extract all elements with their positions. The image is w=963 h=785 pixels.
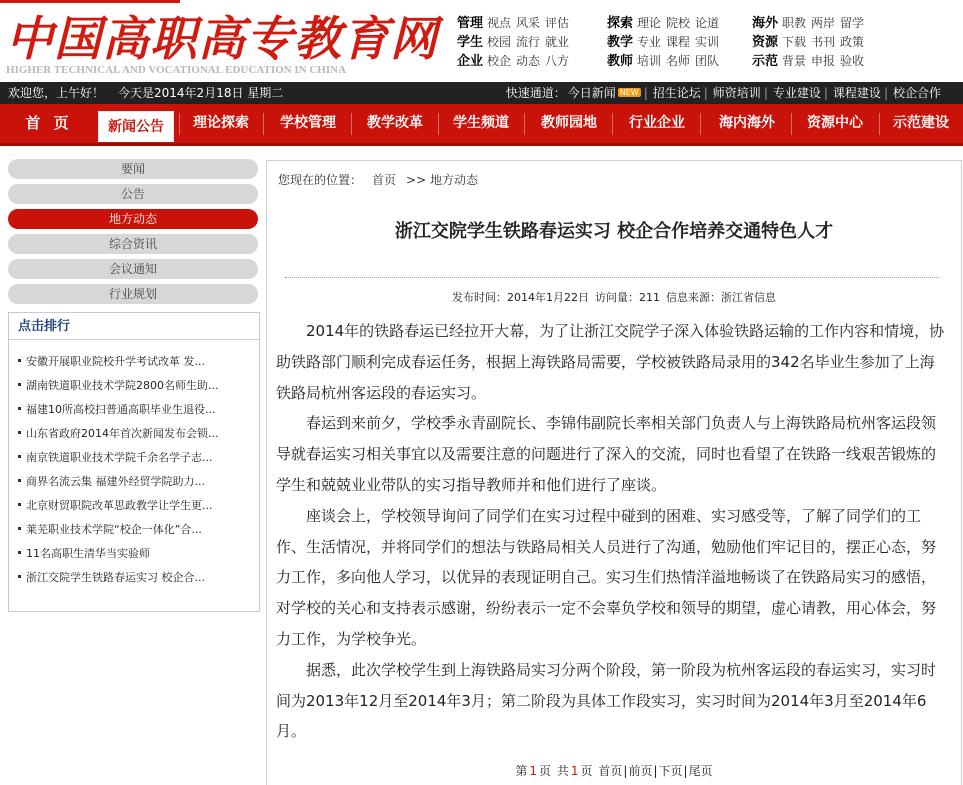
express-link[interactable]: 招生论坛 [652,86,701,100]
ranking-item-label[interactable]: 安徽开展职业院校升学考试改革 发... [26,355,205,368]
total-suffix: 页 [580,764,593,778]
nav-divider [612,113,613,135]
ranking-item-label[interactable]: 北京财贸职院改革思政教学让学生更... [26,499,213,512]
prev-page-link[interactable]: 前页 [628,764,653,778]
quick-links-group-2 [607,14,724,71]
quick-link[interactable]: 政策 [840,35,865,49]
quick-links-group-3 [752,14,869,71]
quick-link[interactable]: 培训 [637,54,662,68]
divider: | [703,86,708,100]
quick-link[interactable]: 风采 [516,16,541,30]
quick-link[interactable]: 验收 [840,54,865,68]
bullet-icon [18,503,21,506]
nav-item-management[interactable]: 学校管理 [280,115,336,131]
side-menu-item-meetings[interactable]: 会议通知 [8,259,258,279]
quick-link-row [607,52,724,71]
quick-link-head: 探索 [607,16,634,31]
nav-item-theory[interactable]: 理论探索 [193,115,249,131]
current-page-number: 1 [529,764,538,778]
quick-link[interactable]: 理论 [637,16,662,30]
quick-link-row [457,33,574,52]
quick-link[interactable]: 名师 [666,54,691,68]
view-count: 访问量：211 [595,291,660,304]
quick-link-row [752,33,869,52]
nav-divider [263,113,264,135]
nav-divider [179,113,180,135]
ranking-item[interactable] [18,398,256,422]
quick-link[interactable]: 背景 [782,54,807,68]
quick-link-head: 学生 [457,35,484,50]
quick-link-head: 海外 [752,16,779,31]
next-page-link[interactable]: 下页 [658,764,683,778]
nav-item-teachers[interactable]: 教师园地 [541,115,597,131]
article-paragraph: 2014年的铁路春运已经拉开大幕，为了让浙江交院学子深入体验铁路运输的工作内容和情境，协助铁路部门顺利完成春运任务，根据上海铁路局需要，学校被铁路局录用的342名毕业生参加了上海铁路局杭州客运段的春运实习。 [276,322,945,402]
new-badge-icon: NEW [619,88,639,97]
divider: | [643,86,648,100]
ranking-item[interactable] [18,542,256,566]
main-nav [0,104,963,146]
quick-link-head: 管理 [457,16,484,31]
express-link[interactable]: 课程建设 [832,86,881,100]
side-menu-item-planning[interactable]: 行业规划 [8,284,258,304]
ranking-item-label[interactable]: 11名高职生清华当实验师 [26,547,150,560]
ranking-item-label[interactable]: 南京铁道职业技术学院千余名学子志... [26,451,213,464]
quick-link-row [457,14,574,33]
bullet-icon [18,527,21,530]
quick-link-row [457,52,574,71]
ranking-item-label[interactable]: 浙江交院学生铁路春运实习 校企合... [26,571,205,584]
article-body [276,316,948,747]
quick-link-head: 示范 [752,54,779,69]
divider: | [763,86,768,100]
total-page-number: 1 [570,764,579,778]
divider: | [883,86,888,100]
site-logo-subtitle: HIGHER TECHNICAL AND VOCATIONAL EDUCATION IN CHINA [6,64,347,76]
quick-link-row [752,52,869,71]
nav-divider [700,113,701,135]
nav-item-resources[interactable]: 资源中心 [807,115,863,131]
quick-link[interactable]: 两岸 [811,16,836,30]
breadcrumb-label: 您现在的位置： [278,173,363,187]
bullet-icon [18,455,21,458]
quick-link-row [752,14,869,33]
quick-link[interactable]: 校企 [487,54,512,68]
ranking-item-label[interactable]: 商界名流云集 福建外经贸学院助力... [26,475,205,488]
ranking-item[interactable] [18,446,256,470]
quick-link[interactable]: 团队 [695,54,720,68]
quick-link-row [607,33,724,52]
bullet-icon [18,431,21,434]
bullet-icon [18,575,21,578]
quick-link[interactable]: 书刊 [811,35,836,49]
pagination: 第 1 页 共 1 页 首页|前页|下页|尾页 [515,764,713,778]
side-menu-item-local-news[interactable]: 地方动态 [8,209,258,229]
nav-divider [791,113,792,135]
ranking-item-label[interactable]: 福建10所高校扫普通高职毕业生退役... [26,403,216,416]
site-header [0,0,963,82]
quick-link[interactable]: 留学 [840,16,865,30]
ranking-item[interactable] [18,422,256,446]
express-link[interactable]: 校企合作 [892,86,941,100]
divider: | [823,86,828,100]
ranking-title: 点击排行 [9,313,259,340]
quick-links-group-1 [457,14,574,71]
quick-link-row [607,14,724,33]
last-page-link[interactable]: 尾页 [688,764,713,778]
quick-link[interactable]: 流行 [516,35,541,49]
ranking-item[interactable] [18,350,256,374]
quick-link-head: 教师 [607,54,634,69]
bullet-icon [18,551,21,554]
first-page-link[interactable]: 首页 [598,764,623,778]
nav-item-teaching-reform[interactable]: 教学改革 [367,115,423,131]
quick-link[interactable]: 就业 [545,35,570,49]
nav-divider [438,113,439,135]
quick-link[interactable]: 评估 [545,16,570,30]
nav-divider [524,113,525,135]
quick-link-head: 资源 [752,35,779,50]
nav-item-demonstration[interactable]: 示范建设 [893,115,949,131]
info-source: 信息来源：浙江省信息 [666,291,776,304]
greeting-area [8,82,297,104]
nav-item-news[interactable]: 新闻公告 [98,111,174,142]
nav-item-students[interactable]: 学生频道 [453,115,509,131]
ranking-list [9,340,259,590]
bullet-icon [18,407,21,410]
breadcrumb [278,171,488,188]
article-paragraph: 座谈会上，学校领导询问了同学们在实习过程中碰到的困难、实习感受等，了解了同学们的工作、生活情况，并将同学们的想法与铁路局相关人员进行了沟通，勉励他们牢记目的，摆正心态，努力工作，多向他人学习，以优异的表现证明自己。实习生们热情洋溢地畅谈了在铁路局实习的感悟，对学校的关心和支持表示感谢，纷纷表示一定不会辜负学校和领导的期望，虚心请教，用心体会，努力工作，为学校争光。 [276,506,937,648]
quick-link[interactable]: 视点 [487,16,512,30]
side-menu-item-notices[interactable]: 公告 [8,184,258,204]
bullet-icon [18,359,21,362]
article-title: 浙江交院学生铁路春运实习 校企合作培养交通特色人才 [394,221,834,242]
ranking-item-label[interactable]: 湖南铁道职业技术学院2800名师生助... [26,379,219,392]
quick-link[interactable]: 论道 [695,16,720,30]
quick-link-head: 企业 [457,54,484,69]
date-text: 今天是2014年2月18日 星期二 [118,86,284,100]
quick-link[interactable]: 校园 [487,35,512,49]
side-menu-item-headlines[interactable]: 要闻 [8,159,258,179]
nav-item-overseas[interactable]: 海内海外 [719,115,775,131]
ranking-item-label[interactable]: 莱芜职业技术学院“校企一体化”合... [26,523,202,536]
quick-link[interactable]: 申报 [811,54,836,68]
greeting-text: 欢迎您，上午好！ [8,86,105,100]
side-menu [8,159,258,309]
express-link[interactable]: 师资培训 [712,86,761,100]
quick-link[interactable]: 实训 [695,35,720,49]
breadcrumb-home[interactable]: 首页 [372,173,397,187]
article-paragraph: 春运到来前夕，学校季永青副院长、李锦伟副院长率相关部门负责人与上海铁路局杭州客运段领导就春运实习相关事宜以及需要注意的问题进行了深入的交流，同时也看望了在铁路一线艰苦锻炼的学生和兢兢业业带队的实习指导教师并和他们进行了座谈。 [276,414,937,494]
article-meta [267,289,961,305]
side-menu-item-general-info[interactable]: 综合资讯 [8,234,258,254]
ranking-item[interactable] [18,566,256,590]
nav-divider [351,113,352,135]
site-logo[interactable]: 中国高职高专教育网 [6,12,438,67]
nav-item-industry[interactable]: 行业企业 [629,115,685,131]
nav-divider [879,113,880,135]
quick-link[interactable]: 课程 [666,35,691,49]
ranking-item[interactable] [18,518,256,542]
click-ranking-box [8,312,260,612]
express-links [504,82,941,104]
quick-link[interactable]: 院校 [666,16,691,30]
page-suffix: 页 [539,764,552,778]
quick-link-head: 教学 [607,35,634,50]
ranking-item[interactable] [18,494,256,518]
publish-time: 发布时间：2014年1月22日 [452,291,589,304]
ranking-item[interactable] [18,470,256,494]
dotted-divider [285,277,939,278]
nav-item-home[interactable]: 首 页 [25,114,73,132]
quick-link[interactable]: 动态 [516,54,541,68]
bullet-icon [18,383,21,386]
breadcrumb-current[interactable]: >> 地方动态 [406,173,478,187]
express-label: 快速通道： [505,86,566,100]
quick-link[interactable]: 专业 [637,35,662,49]
page-prefix: 第 [515,764,528,778]
express-link-news[interactable]: 今日新闻 [567,86,616,100]
article-panel [266,160,962,785]
welcome-bar [0,82,963,104]
total-prefix: 共 [556,764,569,778]
ranking-item-label[interactable]: 山东省政府2014年首次新闻发布会锁... [26,427,219,440]
quick-link[interactable]: 八方 [545,54,570,68]
express-link[interactable]: 专业建设 [772,86,821,100]
quick-link[interactable]: 职教 [782,16,807,30]
ranking-item[interactable] [18,374,256,398]
article-paragraph: 据悉，此次学校学生到上海铁路局实习分两个阶段，第一阶段为杭州客运段的春运实习，实习时间为2013年12月至2014年3月；第二阶段为具体工作段实习，实习时间为2014年3月至2014年6月。 [276,660,937,741]
bullet-icon [18,479,21,482]
quick-link[interactable]: 下载 [782,35,807,49]
